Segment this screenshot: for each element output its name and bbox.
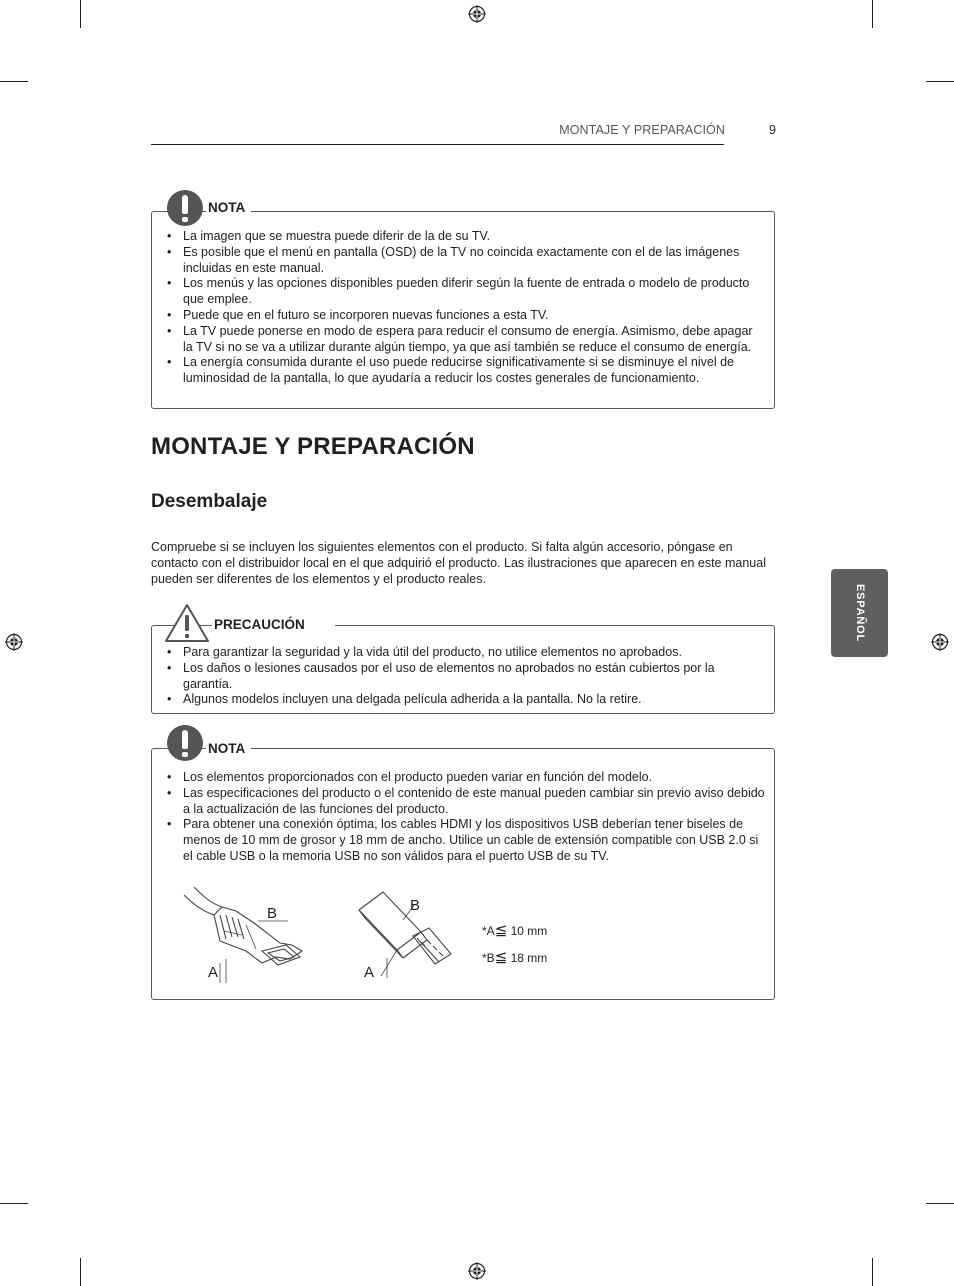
crop-mark bbox=[872, 0, 873, 28]
list-item: • Algunos modelos incluyen una delgada película adherida a la pantalla. No la retire. bbox=[165, 692, 765, 708]
registration-mark-icon bbox=[468, 1262, 486, 1280]
spec-a-value: 10 mm bbox=[510, 924, 548, 938]
note-label: NOTA bbox=[206, 200, 251, 215]
list-item: • Los menús y las opciones disponibles pueden diferir según la fuente de entrada o modelo de producto que emplee. bbox=[165, 276, 765, 308]
crop-mark bbox=[926, 81, 954, 82]
intro-paragraph: Compruebe si se incluyen los siguientes elementos con el producto. Si falta algún accesorio, póngase en contacto con el distribuidor local en el que adquirió el producto. Las ilustraciones que aparecen en este manual pueden ser diferentes de los elementos y el producto reales. bbox=[151, 540, 766, 586]
less-equal-symbol: ≦ bbox=[494, 922, 508, 939]
language-tab-label: ESPAÑOL bbox=[853, 584, 866, 642]
cable-dimension-label-a: A bbox=[208, 964, 219, 981]
usb-dimension-label-a: A bbox=[364, 964, 375, 981]
header-rule bbox=[151, 144, 724, 145]
caution-label: PRECAUCIÓN bbox=[212, 617, 335, 632]
note-list bbox=[165, 770, 765, 865]
spec-b bbox=[482, 948, 547, 966]
crop-mark bbox=[0, 1203, 28, 1204]
list-item: • Las especificaciones del producto o el contenido de este manual pueden cambiar sin previo aviso debido a la actualización de las funciones del producto. bbox=[165, 786, 765, 818]
section-title: MONTAJE Y PREPARACIÓN bbox=[151, 433, 475, 460]
crop-mark bbox=[0, 81, 28, 82]
list-item: • Es posible que el menú en pantalla (OSD) de la TV no coincida exactamente con el de las imágenes incluidas en este manual. bbox=[165, 245, 765, 277]
hdmi-cable-illustration bbox=[180, 885, 310, 985]
crop-mark bbox=[80, 1258, 81, 1286]
crop-mark bbox=[80, 0, 81, 28]
running-header: MONTAJE Y PREPARACIÓN bbox=[559, 123, 725, 137]
list-item: • La imagen que se muestra puede diferir de la de su TV. bbox=[165, 229, 765, 245]
exclamation-icon bbox=[167, 725, 203, 761]
registration-mark-icon bbox=[931, 633, 949, 651]
cable-dimension-label-b: B bbox=[267, 905, 278, 922]
list-item: • Puede que en el futuro se incorporen nuevas funciones a esta TV. bbox=[165, 308, 765, 324]
subsection-title: Desembalaje bbox=[151, 491, 268, 512]
spec-a-prefix: *A bbox=[482, 924, 495, 938]
language-tab bbox=[831, 569, 888, 657]
caution-list bbox=[165, 645, 765, 708]
page-number: 9 bbox=[769, 123, 776, 137]
list-item: • Para garantizar la seguridad y la vida útil del producto, no utilice elementos no aprobados. bbox=[165, 645, 765, 661]
crop-mark bbox=[926, 1203, 954, 1204]
registration-mark-icon bbox=[5, 633, 23, 651]
usb-dimension-label-b: B bbox=[410, 897, 421, 914]
exclamation-icon bbox=[167, 190, 203, 226]
list-item: • La energía consumida durante el uso puede reducirse significativamente si se disminuye el nivel de luminosidad de la pantalla, lo que ayudaría a reducir los costes generales de funcionamiento. bbox=[165, 355, 765, 387]
note-label: NOTA bbox=[206, 741, 251, 756]
list-item: • La TV puede ponerse en modo de espera para reducir el consumo de energía. Asimismo, debe apagar la TV si no se va a utilizar durante algún tiempo, ya que así también se reduce el consumo de energía. bbox=[165, 324, 765, 356]
list-item: • Para obtener una conexión óptima, los cables HDMI y los dispositivos USB deberían tener biseles de menos de 10 mm de grosor y 18 mm de ancho. Utilice un cable de extensión compatible con USB 2.0 si el cable USB o la memoria USB no son válidos para el puerto USB de su TV. bbox=[165, 817, 765, 864]
warning-triangle-icon bbox=[164, 603, 210, 643]
less-equal-symbol: ≦ bbox=[494, 949, 508, 966]
note-list bbox=[165, 229, 765, 387]
spec-a bbox=[482, 921, 547, 939]
spec-b-prefix: *B bbox=[482, 951, 495, 965]
spec-b-value: 18 mm bbox=[510, 951, 548, 965]
crop-mark bbox=[872, 1258, 873, 1286]
list-item: • Los elementos proporcionados con el producto pueden variar en función del modelo. bbox=[165, 770, 765, 786]
list-item: • Los daños o lesiones causados por el uso de elementos no aprobados no están cubiertos por la garantía. bbox=[165, 661, 765, 693]
registration-mark-icon bbox=[468, 5, 486, 23]
